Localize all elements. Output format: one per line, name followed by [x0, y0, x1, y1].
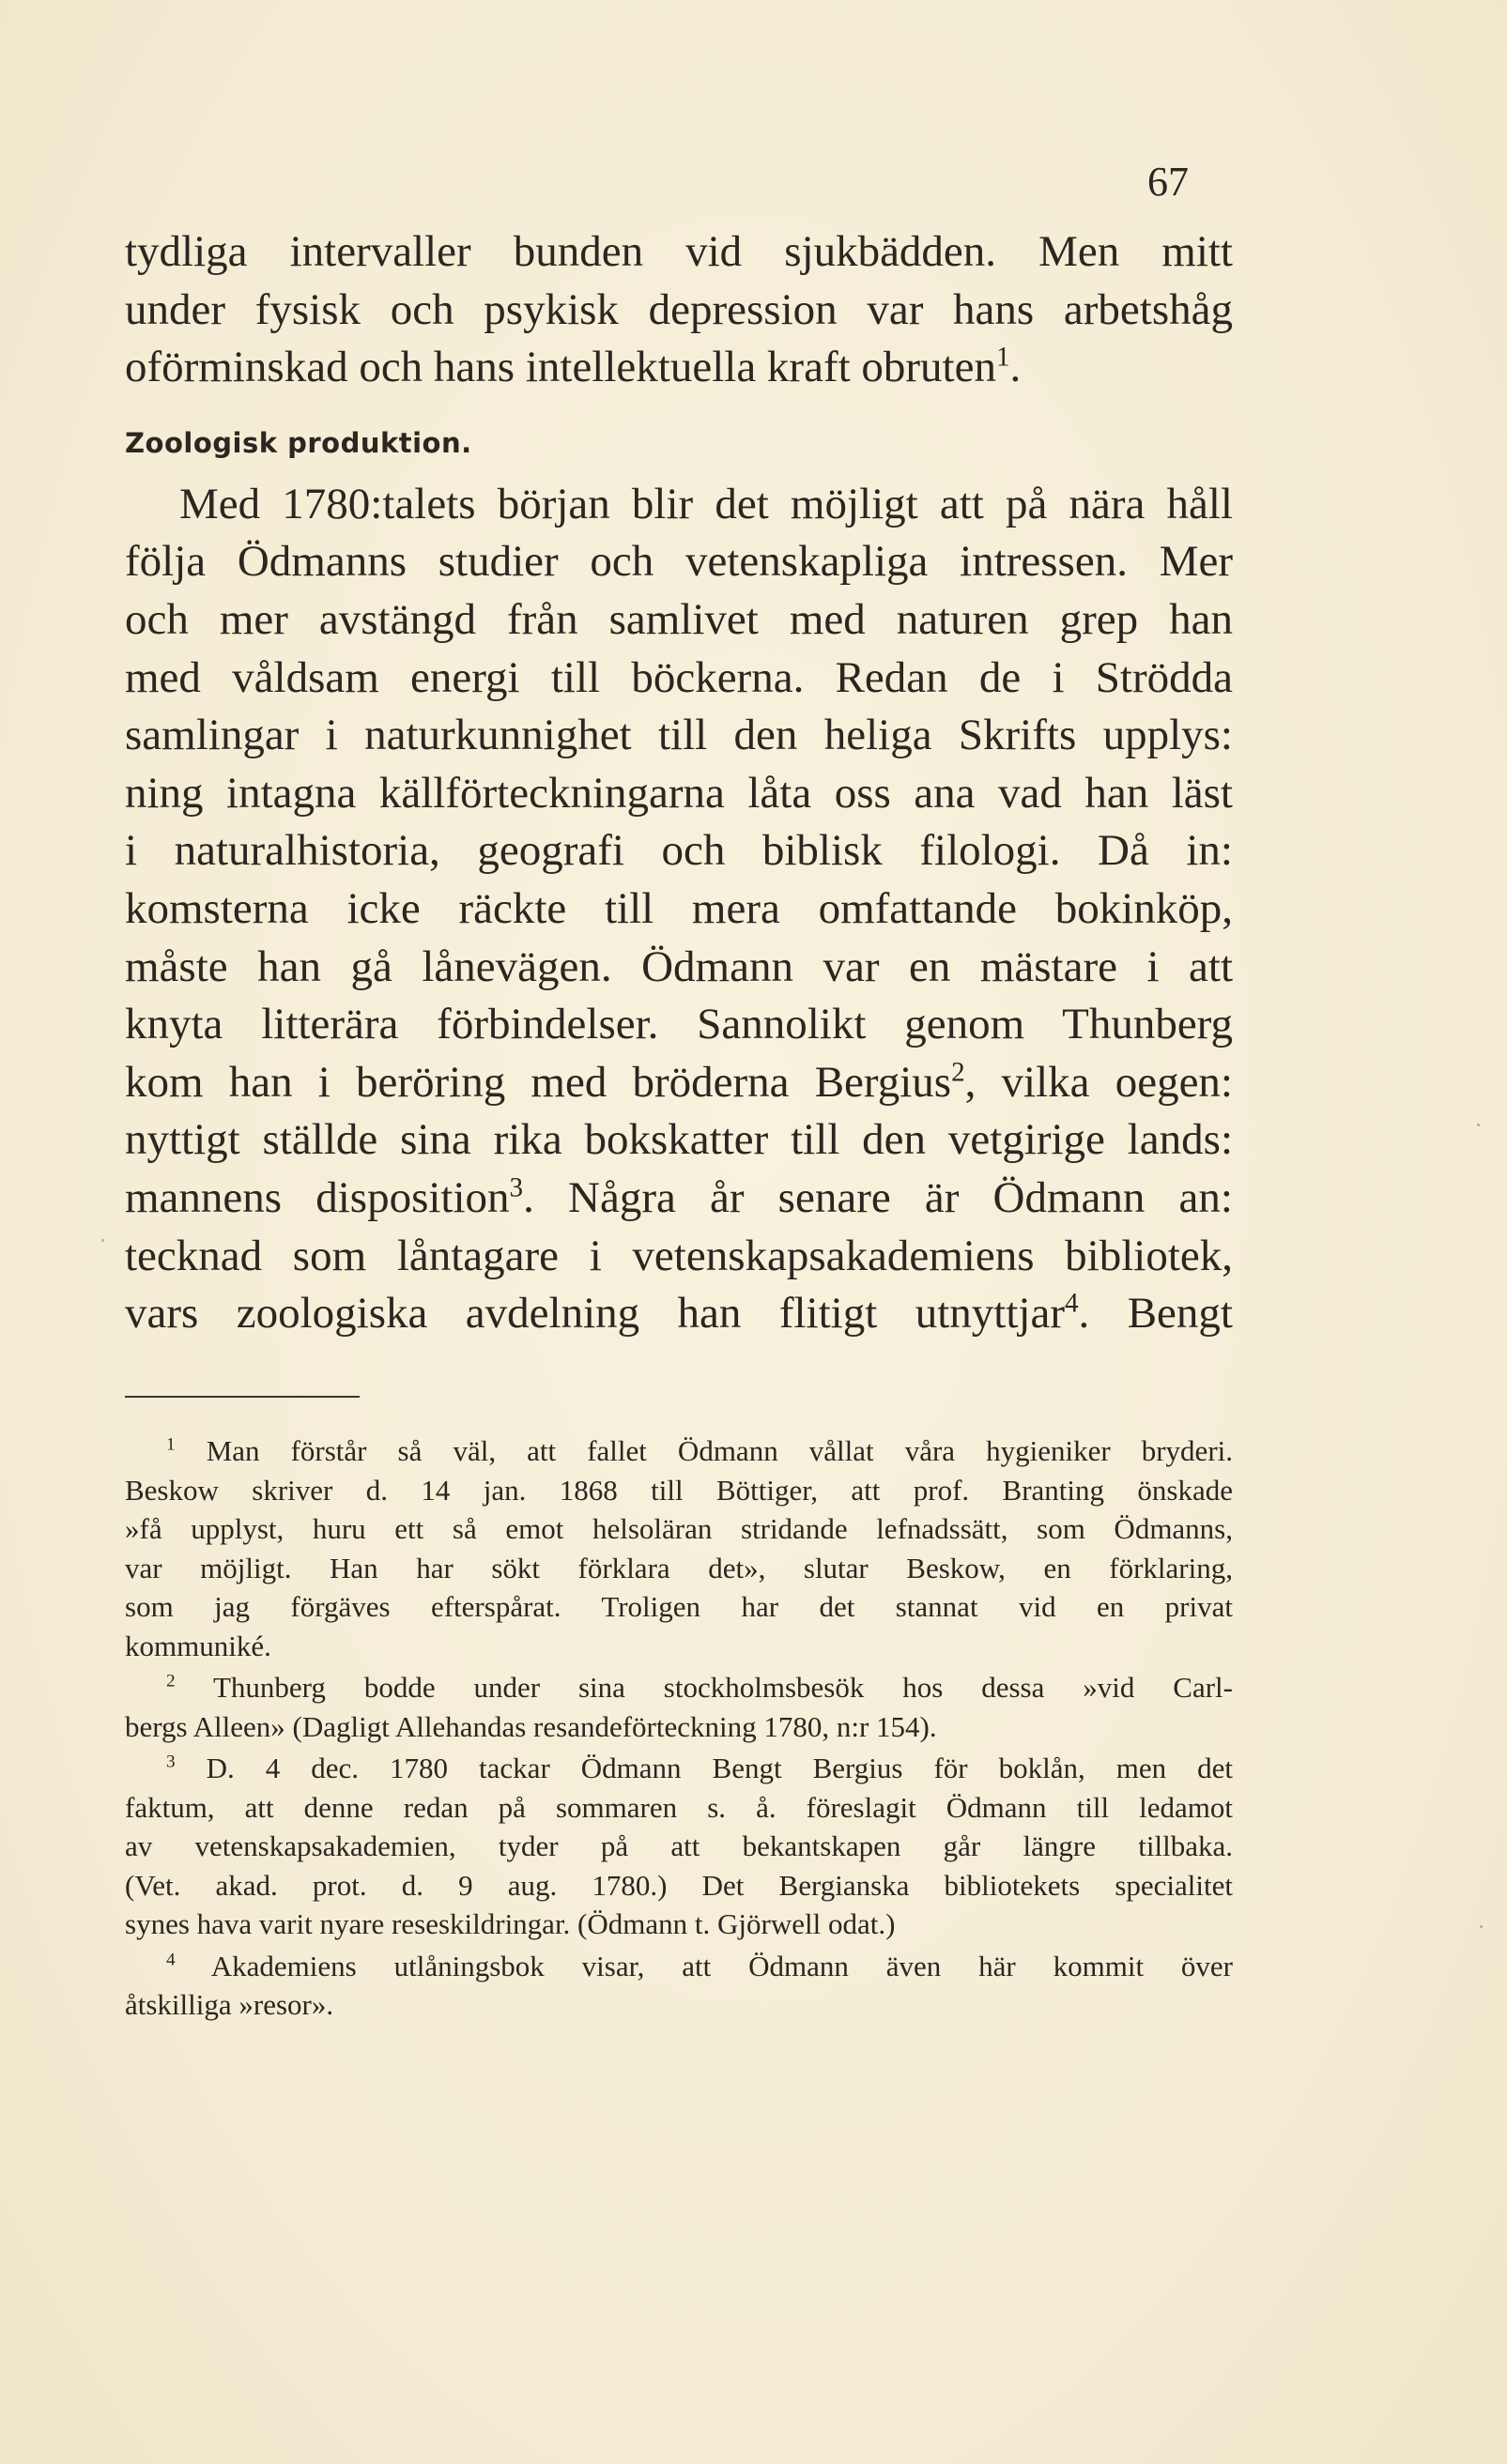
body-line: Med 1780:talets början blir det möjligt att på nära håll	[179, 479, 1233, 528]
body-line	[125, 1285, 1233, 1343]
footnote-marker: 2	[166, 1671, 176, 1691]
paper-speck	[101, 1239, 104, 1242]
body-line: komsterna icke räckte till mera omfattande bokinköp,	[125, 883, 1233, 933]
footnote-line: av vetenskapsakademien, tyder på att bekantskapen går längre tillbaka.	[125, 1829, 1233, 1862]
footnote-ref-2[interactable]: 2	[951, 1057, 965, 1088]
footnote-divider	[125, 1396, 360, 1398]
body-line: knyta litterära förbindelser. Sannolikt genom Thunberg	[125, 1000, 1233, 1049]
body-line	[125, 1054, 1233, 1112]
paper-speck	[1477, 1124, 1480, 1126]
body-line-text: vars zoologiska avdelning han flitigt utnyttjar	[125, 1289, 1065, 1339]
footnote-line: Beskow skriver d. 14 jan. 1868 till Böttiger, att prof. Branting önskade	[125, 1473, 1233, 1507]
body-line: och mer avstängd från samlivet med naturen grep han	[125, 594, 1233, 644]
body-line: ning intagna källförteckningarna låta oss ana vad han läst	[125, 768, 1233, 818]
body-line: i naturalhistoria, geografi och biblisk filologi. Då in:	[125, 826, 1233, 876]
page-number: 67	[1147, 159, 1189, 205]
footnote-line: synes hava varit nyare reseskildringar. (Ödmann t. Gjörwell odat.)	[125, 1907, 896, 1940]
footnote-ref-3[interactable]: 3	[509, 1172, 524, 1203]
body-line-text: mannens disposition	[125, 1172, 510, 1222]
footnote-ref-4[interactable]: 4	[1064, 1288, 1079, 1319]
footnote-4	[125, 1947, 1233, 2025]
body-line: tydliga intervaller bunden vid sjukbädden. Men mitt	[125, 227, 1233, 276]
footnote-line: »få upplyst, huru ett så emot helsoläran stridande lefnadssätt, som Ödmanns,	[125, 1512, 1233, 1545]
body-line: med våldsam energi till böckerna. Redan de i Strödda	[125, 652, 1233, 702]
footnote-line: åtskilliga »resor».	[125, 1988, 334, 2021]
body-line: under fysisk och psykisk depression var hans arbetshåg	[125, 284, 1233, 334]
body-line-tail: .	[1009, 343, 1022, 392]
footnote-line: faktum, att denne redan på sommaren s. å. föreslagit Ödmann till ledamot	[125, 1790, 1233, 1824]
main-text	[125, 223, 1233, 1343]
footnote-text: D. 4 dec. 1780 tackar Ödmann Bengt Bergius för boklån, men det	[206, 1752, 1233, 1784]
body-line: måste han gå lånevägen. Ödmann var en mästare i att	[125, 941, 1233, 991]
body-line-text: , vilka oegen:	[964, 1057, 1233, 1107]
footnote-3	[125, 1749, 1233, 1944]
body-line: samlingar i naturkunnighet till den heliga Skrifts upplys:	[125, 711, 1233, 760]
body-line: följa Ödmanns studier och vetenskapliga intressen. Mer	[125, 537, 1233, 587]
body-line-text: . Några år senare är Ödmann an:	[523, 1172, 1233, 1222]
footnote-ref-1[interactable]: 1	[995, 342, 1010, 373]
footnote-2	[125, 1668, 1233, 1746]
footnote-line: bergs Alleen» (Dagligt Allehandas resandeförteckning 1780, n:r 154).	[125, 1709, 937, 1743]
footnote-line: kommuniké.	[125, 1629, 271, 1662]
footnote-text: Thunberg bodde under sina stockholmsbesök hos dessa »vid Carl-	[212, 1671, 1233, 1704]
footnote-marker: 4	[166, 1950, 176, 1970]
section-heading: Zoologisk produktion.	[125, 426, 472, 459]
body-line: nyttigt ställde sina rika bokskatter till den vetgirige lands:	[125, 1115, 1233, 1165]
footnotes	[125, 1431, 1233, 2028]
footnote-text: Akademiens utlåningsbok visar, att Ödmann även här kommit över	[210, 1949, 1234, 1982]
body-line	[125, 339, 1233, 397]
body-line	[125, 1170, 1233, 1228]
footnote-line	[125, 1431, 1233, 1471]
footnote-line	[125, 1947, 1233, 1986]
footnote-text: Man förstår så väl, att fallet Ödmann vållat våra hygieniker bryderi.	[206, 1434, 1234, 1467]
footnote-line: (Vet. akad. prot. d. 9 aug. 1780.) Det Bergianska bibliotekets specialitet	[125, 1868, 1233, 1902]
body-line: tecknad som låntagare i vetenskapsakademiens bibliotek,	[125, 1231, 1233, 1280]
footnote-line	[125, 1749, 1233, 1788]
body-line-text: kom han i beröring med bröderna Bergius	[125, 1057, 952, 1107]
footnote-line: som jag förgäves efterspårat. Troligen har det stannat vid en privat	[125, 1590, 1233, 1623]
body-line-text: . Bengt	[1078, 1289, 1233, 1339]
footnote-marker: 3	[166, 1752, 176, 1772]
footnote-1	[125, 1431, 1233, 1665]
footnote-line	[125, 1668, 1233, 1707]
body-line-text: oförminskad och hans intellektuella kraft obruten	[125, 343, 996, 392]
paper-speck	[1480, 1925, 1483, 1928]
footnote-marker: 1	[166, 1434, 176, 1455]
footnote-line: var möjligt. Han har sökt förklara det», slutar Beskow, en förklaring,	[125, 1551, 1233, 1584]
